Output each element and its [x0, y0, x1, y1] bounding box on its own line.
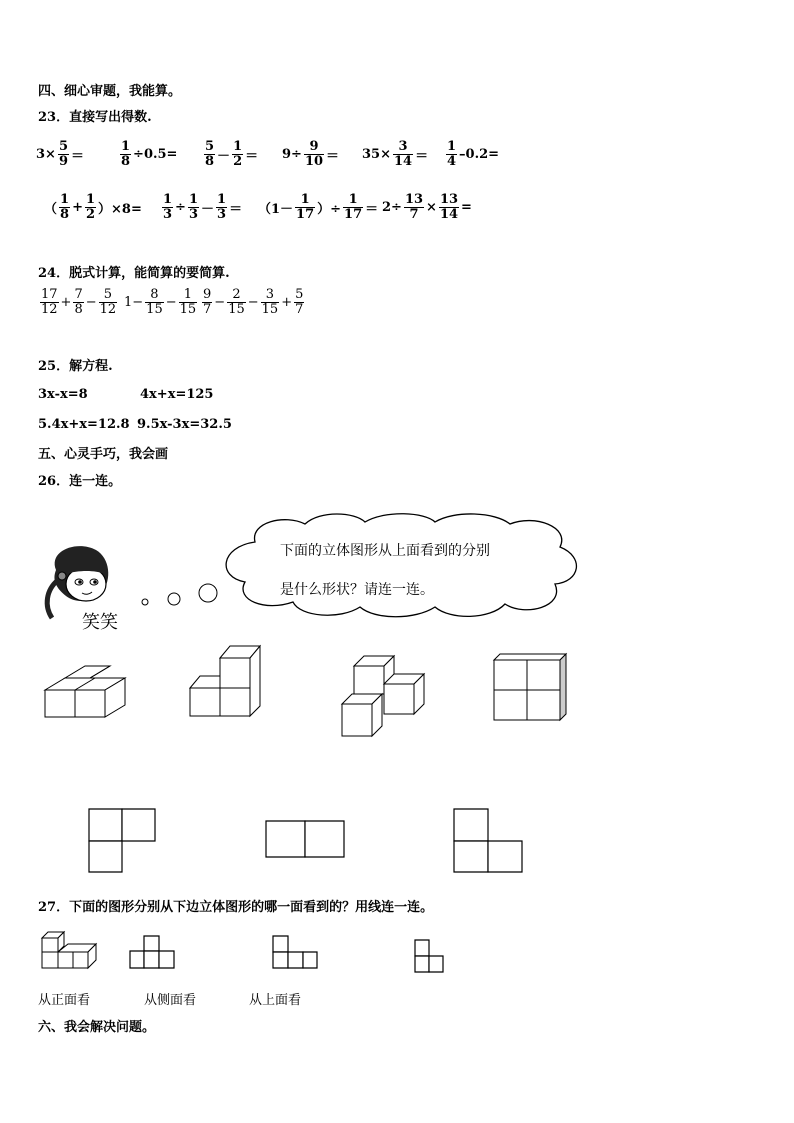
label-side-view: 从侧面看 [144, 993, 197, 1008]
q27-title: 27．下面的图形分别从下边立体图形的哪一面看到的？用线连一连。 [38, 900, 434, 915]
label-front-view: 从正面看 [38, 993, 91, 1008]
girl-name-label: 笑笑 [82, 612, 118, 633]
q23-expr-3: $\frac{5}{8}$ － $\frac{1}{2}$ ＝ [205, 139, 259, 169]
solid-figure-2 [186, 642, 266, 722]
q23-expr-4: 9÷ $\frac{9}{10}$ ＝ [282, 139, 340, 169]
equation-1: 3x-x=8 [38, 387, 88, 402]
equation-4: 9.5x-3x=32.5 [137, 417, 232, 432]
top-view-2 [265, 820, 347, 860]
bubble-text-line-1: 下面的立体图形从上面看到的分别 [280, 543, 490, 559]
bubble-text-line-2: 是什么形状？请连一连。 [280, 582, 434, 598]
q23-expr-1: 3× $\frac{5}{9}$ ＝ [36, 139, 85, 169]
section-5-heading: 五、心灵手巧，我会画 [38, 447, 169, 462]
q23-expr-7: （ $\frac{1}{8}$ + $\frac{1}{2}$ ）×8= [44, 192, 142, 222]
q23-expr-5: 35× $\frac{3}{14}$ ＝ [362, 139, 429, 169]
q23-expr-8: $\frac{1}{3}$ ÷ $\frac{1}{3}$ － $\frac{1}{3}$ ＝ [163, 192, 243, 222]
label-top-view: 从上面看 [249, 993, 302, 1008]
q23-expr-9: （1－ $\frac{1}{17}$ ）÷ $\frac{1}{17}$ ＝ [258, 192, 379, 222]
equation-3: 5.4x+x=12.8 [38, 417, 130, 432]
q23-expr-6: $\frac{1}{4}$ –0.2= [447, 139, 500, 169]
q26-title: 26．连一连。 [38, 474, 122, 489]
q24-expr-2: 1− $\frac{8}{15}$ − $\frac{1}{15}$ [124, 287, 197, 317]
q23-expr-10: 2÷ $\frac{13}{7}$ × $\frac{13}{14}$ = [382, 192, 472, 222]
q27-view-2 [270, 934, 320, 972]
thought-bubble-cloud [215, 512, 585, 622]
q27-view-3 [412, 938, 448, 976]
section-6-heading: 六、我会解决问题。 [38, 1020, 156, 1035]
equation-2: 4x+x=125 [140, 387, 214, 402]
q25-title: 25．解方程. [38, 359, 113, 374]
q23-title: 23．直接写出得数. [38, 110, 152, 125]
q24-expr-3: $\frac{9}{7}$ − $\frac{2}{15}$ − $\frac{3}{15}$ + $\frac{5}{7}$ [203, 287, 304, 317]
solid-figure-4 [490, 652, 570, 724]
top-view-3 [452, 808, 526, 874]
thought-dots [140, 580, 220, 610]
top-view-1 [88, 808, 158, 874]
q23-expr-2: $\frac{1}{8}$ ÷0.5= [121, 139, 178, 169]
q27-view-1 [128, 934, 178, 972]
q27-solid-figure [38, 928, 100, 972]
q24-expr-1: $\frac{17}{12}$ + $\frac{7}{8}$ − $\frac{5}{12}$ [41, 287, 117, 317]
solid-figure-1 [40, 660, 130, 720]
q24-title: 24．脱式计算，能简算的要简算. [38, 266, 230, 281]
section-4-heading: 四、细心审题，我能算。 [38, 84, 182, 99]
solid-figure-3 [338, 652, 433, 742]
